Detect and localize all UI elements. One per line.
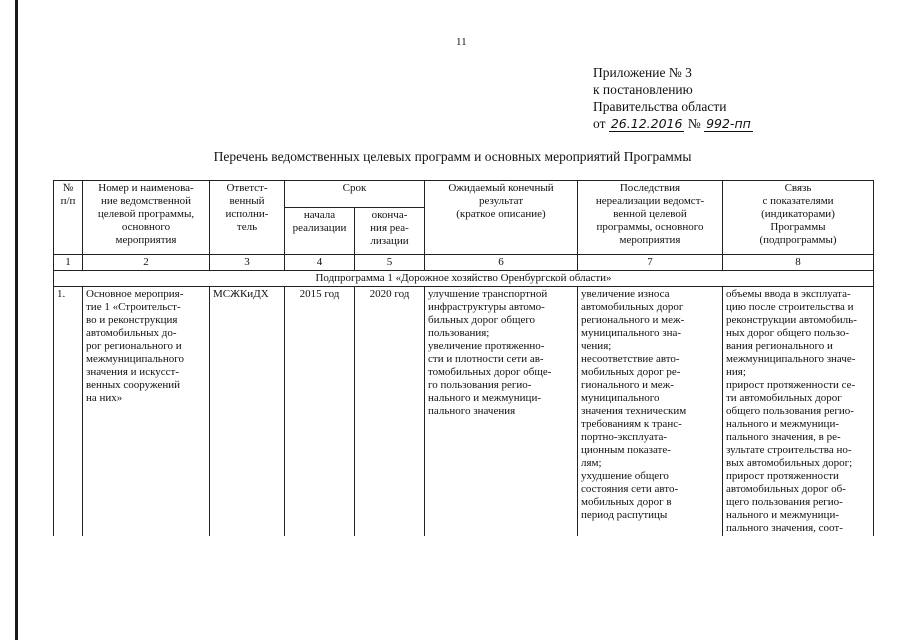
number-prefix: № bbox=[687, 116, 701, 131]
header-col-link: Связь с показателями (индикаторами) Программы (подпрограммы) bbox=[723, 181, 874, 255]
column-number: 1 bbox=[54, 255, 83, 271]
page-edge-bar bbox=[15, 0, 18, 640]
appendix-line-3: Правительства области bbox=[593, 99, 727, 114]
row-result: улучшение транспортной инфраструктуры автомо- бильных дорог общего пользования; увеличение протяженно- сти и плотности сети ав- томобильных дорог обще- го пользования регио- нального и межмуници- пального значения bbox=[425, 287, 578, 537]
date-prefix: от bbox=[593, 116, 606, 131]
header-col-name: Номер и наименова- ние ведомственной целевой программы, основного мероприятия bbox=[83, 181, 210, 255]
appendix-line-1: Приложение № 3 bbox=[593, 65, 692, 80]
header-col-result: Ожидаемый конечный результат (краткое описание) bbox=[425, 181, 578, 255]
row-link: объемы ввода в эксплуата- цию после строительства и реконструкции автомобиль- ных дорог общего пользо- вания регионального и межмуниципального значе- ния; прирост протяженности се- ти автомобильных дорог общего пользования регио- нального и межмуници- пального значения, в ре- зультате строительства но- вых автомобильных дорог; прирост протяженности автомобильных дорог об- щего пользования регио- нального и межмуници- пального значения, соот- bbox=[723, 287, 874, 537]
column-numbers-row bbox=[54, 255, 874, 271]
column-number: 6 bbox=[425, 255, 578, 271]
row-end: 2020 год bbox=[355, 287, 425, 537]
row-start: 2015 год bbox=[285, 287, 355, 537]
header-row-1 bbox=[54, 181, 874, 208]
appendix-line-2: к постановлению bbox=[593, 82, 693, 97]
header-col-end: оконча- ния реа- лизации bbox=[355, 208, 425, 255]
header-col-executor: Ответст- венный исполни- тель bbox=[210, 181, 285, 255]
subprogram-title: Подпрограмма 1 «Дорожное хозяйство Оренбургской области» bbox=[54, 271, 874, 287]
header-col-consequences: Последствия нереализации ведомст- венной целевой программы, основного мероприятия bbox=[578, 181, 723, 255]
row-name: Основное мероприя- тие 1 «Строительст- во и реконструкция автомобильных до- рог регионального и межмуниципального значения и искусст- венных сооружений на них» bbox=[83, 287, 210, 537]
document-title: Перечень ведомственных целевых программ и основных мероприятий Программы bbox=[213, 149, 692, 164]
handwritten-number: 992-пп bbox=[706, 116, 751, 131]
header-col-num: № п/п bbox=[54, 181, 83, 255]
column-number: 3 bbox=[210, 255, 285, 271]
header-col-srok: Срок bbox=[285, 181, 425, 208]
column-number: 5 bbox=[355, 255, 425, 271]
subprogram-row bbox=[54, 271, 874, 287]
column-number: 4 bbox=[285, 255, 355, 271]
column-number: 2 bbox=[83, 255, 210, 271]
row-consequences: увеличение износа автомобильных дорог регионального и меж- муниципального зна- чения; несоответствие авто- мобильных дорог ре- гионального и меж- муниципального значения техническим требованиям к транс- портно-эксплуата- ционным показате- лям; ухудшение общего состояния сети авто- мобильных дорог в период распутицы bbox=[578, 287, 723, 537]
page-number: 11 bbox=[456, 36, 467, 48]
table-row bbox=[54, 287, 874, 537]
programs-table bbox=[53, 180, 874, 536]
handwritten-date: 26.12.2016 bbox=[610, 116, 683, 131]
appendix-date-line bbox=[593, 115, 753, 132]
header-col-start: начала реализации bbox=[285, 208, 355, 255]
column-number: 7 bbox=[578, 255, 723, 271]
column-number: 8 bbox=[723, 255, 874, 271]
row-executor: МСЖКиДХ bbox=[210, 287, 285, 537]
row-num: 1. bbox=[54, 287, 83, 537]
appendix-block bbox=[593, 64, 753, 132]
